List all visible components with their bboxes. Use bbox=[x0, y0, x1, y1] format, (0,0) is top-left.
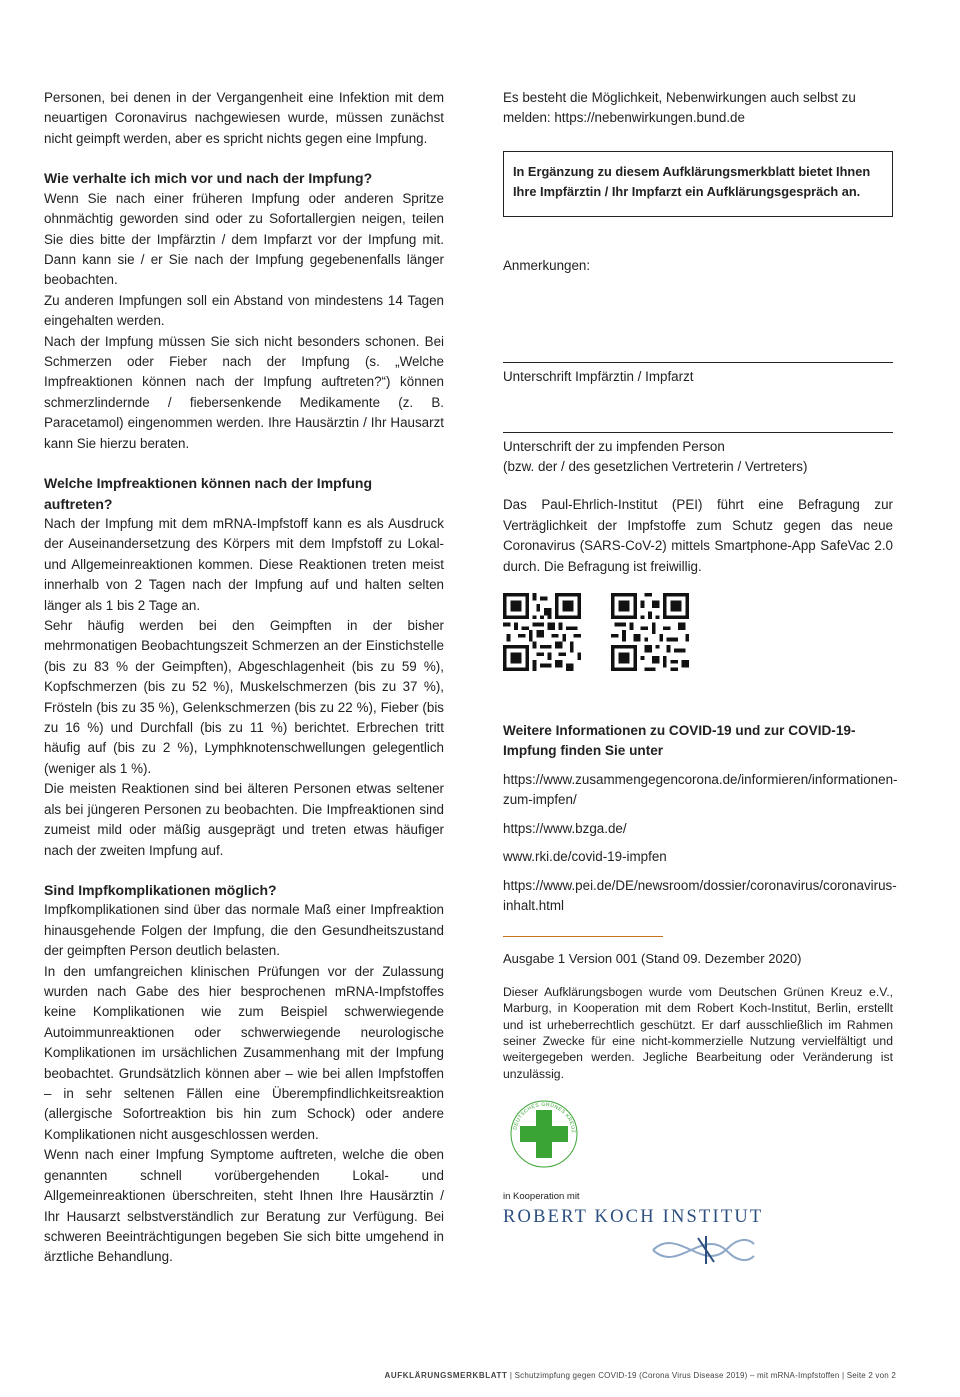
copyright-notice: Dieser Aufklärungsbogen wurde vom Deutschen Grünen Kreuz e.V., Marburg, in Kooperation mit dem Robert Koch-Institut, Berlin, erstellt und ist urheberrechtlich geschützt. Er darf ausschließlich im Rahmen seiner Zwecke für eine nicht-kommerzielle Nutzung vervielfältigt und weitergegeben werden. Jegliche Bearbeitung oder Veränderung ist unzulässig. bbox=[503, 984, 893, 1081]
consultation-infobox bbox=[503, 151, 893, 217]
rki-wordmark: ROBERT KOCH INSTITUT bbox=[503, 1206, 764, 1227]
link-bzga[interactable]: https://www.bzga.de/ bbox=[503, 820, 627, 836]
edition-info: Ausgabe 1 Version 001 (Stand 09. Dezember 2020) bbox=[503, 951, 802, 967]
reactions-paragraph-2: Sehr häufig werden bei den Geimpften in der bisher mehrmonatigen Beobachtungszeit Schmerzen an der Einstichstelle (bis zu 83 % der Geimpften), Abgeschlagenheit (bis zu 59 %), Kopfschmerzen (bis zu 52 %), Muskelschmerzen (bis zu 37 %), Frösteln (bis zu 35 %), Gelenkschmerzen (bis zu 22 %), Fieber (bis zu 16 %) und Durchfall (bis zu 11 %) berichtet. Erbrechen tritt häufig auf (bis zu 2 %), Lymphknotenschwellungen gelegentlich (weniger als 1 %). bbox=[44, 618, 444, 776]
reactions-paragraph-1: Nach der Impfung mit dem mRNA-Impfstoff kann es als Ausdruck der Auseinandersetzung des Körpers mit dem Impfstoff zu Lokal- und Allgemeinreaktionen kommen. Diese Reaktionen treten meist innerhalb von 2 Tagen nach der Impfung auf und halten selten länger als 1 bis 2 Tage an. bbox=[44, 516, 444, 613]
reactions-paragraph-3: Die meisten Reaktionen sind bei älteren Personen etwas seltener als bei jüngeren Personen zu beobachten. Die Impfreaktionen sind zumeist mild oder mäßig ausgeprägt und treten etwas häufiger nach der zweiten Impfung auf. bbox=[44, 781, 444, 858]
right-column bbox=[503, 88, 898, 1276]
divider bbox=[503, 936, 663, 937]
intro-paragraph: Personen, bei denen in der Vergangenheit eine Infektion mit dem neuartigen Coronavirus nachgewiesen wurde, müssen zunächst nicht geimpft werden, aber es spricht nichts gegen eine Impfung. bbox=[44, 90, 444, 146]
qr-code-icon[interactable] bbox=[611, 593, 689, 671]
cooperation-label: in Kooperation mit bbox=[503, 1190, 580, 1202]
remarks-label: Anmerkungen: bbox=[503, 257, 591, 273]
heading-complications: Sind Impfkomplikationen möglich? bbox=[44, 881, 277, 898]
footer-text: | Schutzimpfung gegen COVID-19 (Corona Virus Disease 2019) – mit mRNA-Impfstoffen | Seite 2 von 2 bbox=[507, 1371, 896, 1380]
footer-brand: AUFKLÄRUNGSMERKBLATT bbox=[384, 1371, 508, 1380]
complications-paragraph-1: Impfkomplikationen sind über das normale Maß einer Impfreaktion hinausgehende Folgen der Impfung, die den Gesundheitszustand der geimpften Person deutlich belasten. bbox=[44, 902, 444, 959]
qr-code-icon[interactable] bbox=[503, 593, 581, 671]
more-info-heading: Weitere Informationen zu COVID-19 und zur COVID-19-Impfung finden Sie unter bbox=[503, 723, 856, 759]
heading-behavior: Wie verhalte ich mich vor und nach der Impfung? bbox=[44, 170, 373, 187]
heading-reactions: Welche Impfreaktionen können nach der Impfung auftreten? bbox=[44, 475, 373, 512]
signature-doctor-label: Unterschrift Impfärztin / Impfarzt bbox=[503, 369, 694, 385]
left-column bbox=[44, 88, 444, 1268]
complications-paragraph-3: Wenn nach einer Impfung Symptome auftreten, welche die oben genannten schnell vorübergehenden Lokal- und Allgemeinreaktionen überschreiten, steht Ihnen Ihre Hausärztin / Ihr Hausarzt selbstverständlich zur Beratung zur Verfügung. Bei schweren Beeinträchtigungen begeben Sie sich bitte umgehend in ärztliche Behandlung. bbox=[44, 1147, 444, 1265]
signature-person-field bbox=[503, 432, 893, 478]
behavior-paragraph-2: Zu anderen Impfungen soll ein Abstand von mindestens 14 Tagen eingehalten werden. bbox=[44, 292, 444, 329]
pei-survey-paragraph: Das Paul-Ehrlich-Institut (PEI) führt eine Befragung zur Verträglichkeit der Impfstoffe zum Schutz gegen das neue Coronavirus (SARS-CoV-2) mittels Smartphone-App SafeVac 2.0 durch. Die Befragung ist freiwillig. bbox=[503, 497, 893, 574]
signature-doctor-field bbox=[503, 362, 893, 387]
signature-person-label: Unterschrift der zu impfenden Person bbox=[503, 438, 725, 454]
infobox-text: In Ergänzung zu diesem Aufklärungsmerkblatt bietet Ihnen Ihre Impfärztin / Ihr Impfarzt ein Aufklärungsgespräch an. bbox=[513, 163, 871, 199]
page-footer bbox=[385, 1371, 896, 1380]
signature-person-sublabel: (bzw. der / des gesetzlichen Vertreterin / Vertreters) bbox=[503, 459, 808, 475]
behavior-paragraph-1: Wenn Sie nach einer früheren Impfung oder anderen Spritze ohnmächtig geworden sind oder zu Sofortallergien neigen, teilen Sie dies bitte der Impfärztin / dem Impfarzt vor der Impfung mit. Dann kann sie / er Sie nach der Impfung gegebenenfalls länger beobachten. bbox=[44, 190, 444, 288]
link-rki[interactable]: www.rki.de/covid-19-impfen bbox=[503, 849, 667, 865]
behavior-paragraph-3: Nach der Impfung müssen Sie sich nicht besonders schonen. Bei Schmerzen oder Fieber nach der Impfung (s. „Welche Impfreaktionen können nach der Impfung auftreten?“) können schmerzlindernde / fiebersenkende Medikamente (z. B. Paracetamol) eingenommen werden. Ihre Hausärztin / Ihr Hausarzt kann Sie hierzu beraten. bbox=[44, 333, 444, 451]
qr-codes bbox=[503, 593, 893, 671]
link-zusammengegencorona[interactable]: https://www.zusammengegencorona.de/informieren/informationen-zum-impfen/ bbox=[503, 771, 898, 808]
link-pei[interactable]: https://www.pei.de/DE/newsroom/dossier/coronavirus/coronavirus-inhalt.html bbox=[503, 877, 897, 913]
complications-paragraph-2: In den umfangreichen klinischen Prüfungen vor der Zulassung wurden nach Gabe des hier besprochenen mRNA-Impfstoffes keine Komplikationen wie zum Beispiel schwerwiegende Autoimmunreaktionen oder schwerwiegende neurologische Komplikationen im ursächlichen Zusammenhang mit der Impfung beobachtet. Grundsätzlich können aber – wie bei allen Impfstoffen – in sehr seltenen Fällen eine Überempfindlichkeitsreaktion (allergische Sofortreaktion bis hin zum Schock) oder andere Komplikationen nicht ausgeschlossen werden. bbox=[44, 963, 444, 1142]
dgk-cross-logo bbox=[508, 1098, 580, 1170]
report-paragraph: Es besteht die Möglichkeit, Nebenwirkungen auch selbst zu melden: https://nebenwirkungen.bund.de bbox=[503, 90, 856, 126]
rki-logo-mark bbox=[648, 1230, 758, 1270]
dgk-logo-text: DEUTSCHES GRÜNES KREUZ bbox=[512, 1102, 577, 1134]
